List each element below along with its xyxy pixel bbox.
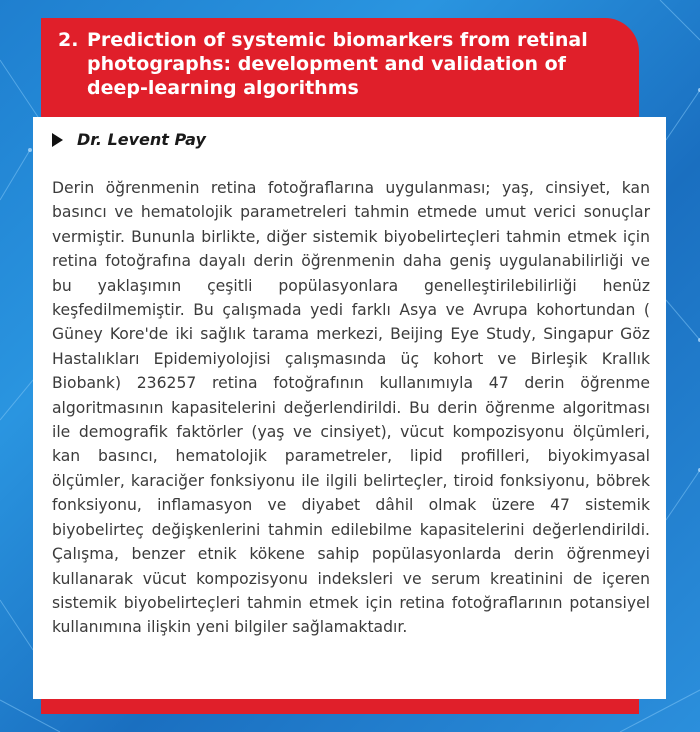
- section-number: 2.: [58, 29, 79, 51]
- section-title: [58, 28, 618, 100]
- section-title-text: Prediction of systemic biomarkers from retinal photographs: development and validation of deep-learning algorithms: [87, 29, 588, 99]
- abstract-paragraph: Derin öğrenmenin retina fotoğraflarına uygulanması; yaş, cinsiyet, kan basıncı ve hematolojik parametreleri tahmin etmede umut verici sonuçlar vermiştir. Bununla birlikte, diğer sistemik biyobelirteçleri tahmin etmek için retina fotoğrafına dayalı derin öğrenmenin daha geniş uygulanabilirliği ve bu yaklaşımın çeşitli popülasyonlara genelleştirilebilirliği henüz keşfedilmemiştir. Bu çalışmada yedi farklı Asya ve Avrupa kohortundan ( Güney Kore'de iki sağlık tarama merkezi, Beijing Eye Study, Singapur Göz Hastalıkları Epidemiyolojisi çalışmasında üç kohort ve Birleşik Krallık Biobank) 236257 retina fotoğrafının kullanımıyla 47 derin öğrenme algoritmasının kapasitelerini değerlendirildi. Bu derin öğrenme algoritması ile demografik faktörler (yaş ve cinsiyet), vücut kompozisyonu ölçümleri, kan basıncı, hematolojik parametreler, lipid profilleri, biyokimyasal ölçümler, karaciğer fonksiyonu ile ilgili belirteçler, tiroid fonksiyonu, böbrek fonksiyonu, inflamasyon ve diyabet dâhil olmak üzere 47 sistemik biyobelirteç değişkenlerini tahmin edilebilme kapasitelerini değerlendirildi. Çalışma, benzer etnik kökene sahip popülasyonlarda derin öğrenmeyi kullanarak vücut kompozisyonu indeksleri ve serum kreatinini de içeren sistemik biyobelirteçleri tahmin etmek için retina fotoğraflarının potansiyel kullanımına ilişkin yeni bilgiler sağlamaktadır.: [52, 179, 650, 637]
- play-arrow-icon: [52, 133, 63, 147]
- author-name: Dr. Levent Pay: [77, 130, 206, 149]
- author-line: [52, 130, 206, 149]
